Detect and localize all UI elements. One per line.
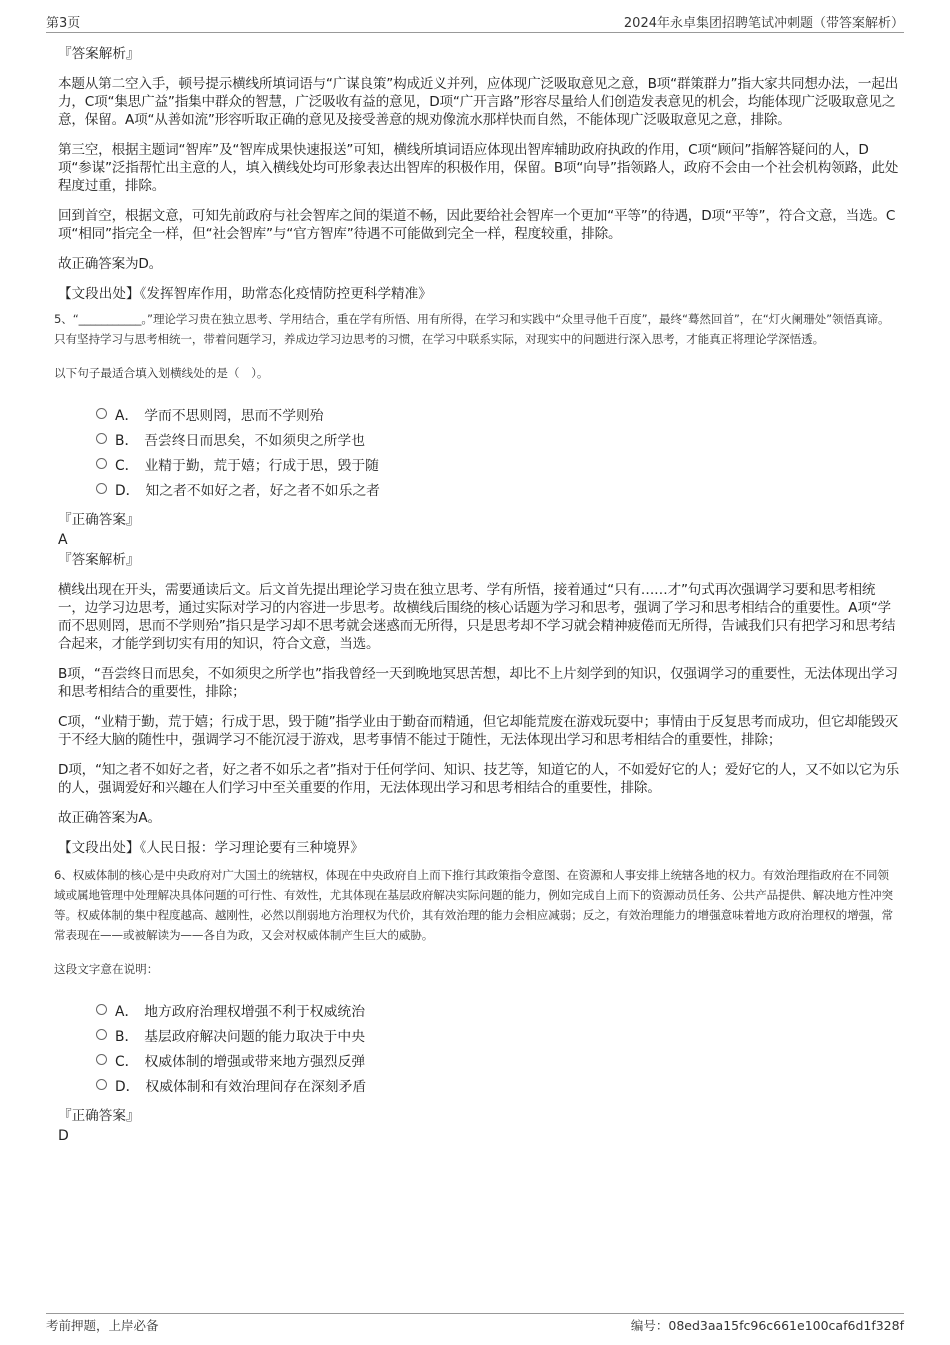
q6-option-d[interactable] xyxy=(96,1072,900,1097)
option-text: 权威体制和有效治理间存在深刻矛盾 xyxy=(145,1078,367,1095)
q4-source: 【文段出处】《发挥智库作用，助常态化疫情防控更科学精准》 xyxy=(58,286,432,302)
radio-icon[interactable] xyxy=(96,433,107,444)
q5-prompt: 以下句子最适合填入划横线处的是（ ）。 xyxy=(54,366,269,380)
header-divider xyxy=(46,32,904,33)
q6-prompt: 这段文字意在说明： xyxy=(54,962,159,976)
option-text: 吾尝终日而思矣，不如须臾之所学也 xyxy=(144,432,366,449)
option-key: B． xyxy=(115,432,139,449)
q5-options xyxy=(96,401,900,501)
q5-analysis-para: 横线出现在开头，需要通读后文。后文首先提出理论学习贵在独立思考、学有所悟，接着通过“只有……才”句式再次强调学习要和思考相统一，边学习边思考，通过实际对学习的内容进一步思考。故横线后围绕的核心话题为学习和思考，强调了学习和思考相结合的重要性。A项“学而不思则罔，思而不学则殆”指只是学习却不思考就会迷惑而无所得，只是思考却不学习就会精神疲倦而无所得，告诫我们只有把学习和思考结合起来，才能学到切实有用的知识，符合文意，当选。 xyxy=(58,582,896,652)
option-text: 业精于勤，荒于嬉；行成于思，毁于随 xyxy=(144,457,379,474)
option-key: A． xyxy=(115,407,139,424)
q5-analysis-para: D项，“知之者不如好之者，好之者不如乐之者”指对于任何学问、知识、技艺等，知道它的人，不如爱好它的人；爱好它的人，又不如以它为乐的人，强调爱好和兴趣在人们学习中至关重要的作用，无法体现出学习和思考相结合的重要性，排除。 xyxy=(58,762,899,796)
option-key: D． xyxy=(115,482,140,499)
q5-answer-label: 『正确答案』 xyxy=(58,512,140,528)
q6-answer: D xyxy=(58,1128,69,1144)
q5-option-c[interactable] xyxy=(96,451,900,476)
q5-conclusion: 故正确答案为A。 xyxy=(58,810,161,826)
option-key: C． xyxy=(115,1053,139,1070)
q6-option-b[interactable] xyxy=(96,1022,900,1047)
radio-icon[interactable] xyxy=(96,1029,107,1040)
option-key: C． xyxy=(115,457,139,474)
radio-icon[interactable] xyxy=(96,1004,107,1015)
q5-analysis-label: 『答案解析』 xyxy=(58,552,140,568)
option-text: 基层政府解决问题的能力取决于中央 xyxy=(144,1028,366,1045)
page-number: 第3页 xyxy=(46,16,81,31)
radio-icon[interactable] xyxy=(96,408,107,419)
q4-analysis-para: 本题从第二空入手，顿号提示横线所填词语与“广谋良策”构成近义并列，应体现广泛吸取意见之意，B项“群策群力”指大家共同想办法，一起出力，C项“集思广益”指集中群众的智慧，广泛吸收有益的意见，D项“广开言路”形容尽量给人们创造发表意见的机会，均能体现广泛吸取意见之意，保留。A项“从善如流”形容听取正确的意见及接受善意的规劝像流水那样快而自然，不能体现广泛吸取意见之意，排除。 xyxy=(58,76,899,128)
option-text: 权威体制的增强或带来地方强烈反弹 xyxy=(144,1053,366,1070)
option-key: D． xyxy=(115,1078,140,1095)
q5-option-d[interactable] xyxy=(96,476,900,501)
footer-divider xyxy=(46,1313,904,1314)
q6-stem: 6、权威体制的核心是中央政府对广大国土的统辖权，体现在中央政府自上而下推行其政策指令意图、在资源和人事安排上统辖各地的权力。有效治理指政府在不同领域或属地管理中处理解决具体问题的可行性、有效性，尤其体现在基层政府解决实际问题的能力，例如完成自上而下的资源动员任务、公共产品提供、解决地方性冲突等。权威体制的集中程度越高、越刚性，必然以削弱地方治理权为代价，其有效治理的能力会相应减弱；反之，有效治理能力的增强意味着地方政府治理权的增强，常常表现在——或被解读为——各自为政，又会对权威体制产生巨大的威胁。 xyxy=(54,868,894,942)
option-key: B． xyxy=(115,1028,139,1045)
q5-analysis-para: B项，“吾尝终日而思矣，不如须臾之所学也”指我曾经一天到晚地冥思苦想，却比不上片刻学到的知识，仅强调学习的重要性，无法体现出学习和思考相结合的重要性，排除； xyxy=(58,666,898,700)
q6-answer-label: 『正确答案』 xyxy=(58,1108,140,1124)
q4-analysis-label: 『答案解析』 xyxy=(58,46,140,62)
q4-analysis-para: 回到首空，根据文意，可知先前政府与社会智库之间的渠道不畅，因此要给社会智库一个更加“平等”的待遇，D项“平等”，符合文意，当选。C项“相同”指完全一样，但“社会智库”与“官方智库”待遇不可能做到完全一样，程度较重，排除。 xyxy=(58,208,896,242)
document-id: 编号：08ed3aa15fc96c661e100caf6d1f328f xyxy=(630,1318,904,1333)
option-text: 地方政府治理权增强不利于权威统治 xyxy=(144,1003,365,1020)
q5-answer: A xyxy=(58,532,68,548)
q5-option-a[interactable] xyxy=(96,401,900,426)
option-text: 学而不思则罔，思而不学则殆 xyxy=(144,407,324,424)
page-header xyxy=(46,12,904,32)
radio-icon[interactable] xyxy=(96,458,107,469)
q4-conclusion: 故正确答案为D。 xyxy=(58,256,163,272)
main-content xyxy=(54,45,900,1147)
radio-icon[interactable] xyxy=(96,483,107,494)
page-footer xyxy=(46,1316,904,1334)
q5-stem: 5、“___________。”理论学习贵在独立思考、学用结合，重在学有所悟、用有所得，在学习和实践中“众里寻他千百度”，最终“蓦然回首”，在“灯火阑珊处”领悟真谛。只有坚持学习与思考相统一，带着问题学习，养成边学习边思考的习惯，在学习中联系实际，对现实中的问题进行深入思考，才能真正将理论学深悟透。 xyxy=(54,312,890,346)
q6-option-c[interactable] xyxy=(96,1047,900,1072)
q6-options xyxy=(96,997,900,1097)
option-text: 知之者不如好之者，好之者不如乐之者 xyxy=(145,482,380,499)
q4-analysis-para: 第三空，根据主题词“智库”及“智库成果快速报送”可知，横线所填词语应体现出智库辅助政府执政的作用，C项“顾问”指解答疑问的人，D项“参谋”泛指帮忙出主意的人，填入横线处均可形象表达出智库的积极作用，保留。B项“向导”指领路人，政府不会由一个社会机构领路，此处程度过重，排除。 xyxy=(58,142,899,194)
q5-option-b[interactable] xyxy=(96,426,900,451)
q5-analysis-para: C项，“业精于勤，荒于嬉；行成于思，毁于随”指学业由于勤奋而精通，但它却能荒废在游戏玩耍中；事情由于反复思考而成功，但它却能毁灭于不经大脑的随性中，强调学习不能沉浸于游戏，思考事情不能过于随性，无法体现出学习和思考相结合的重要性，排除； xyxy=(58,714,898,748)
footer-slogan: 考前押题，上岸必备 xyxy=(46,1318,159,1333)
q6-option-a[interactable] xyxy=(96,997,900,1022)
q5-source: 【文段出处】《人民日报：学习理论要有三种境界》 xyxy=(58,840,364,856)
option-key: A． xyxy=(115,1003,139,1020)
radio-icon[interactable] xyxy=(96,1079,107,1090)
document-title: 2024年永卓集团招聘笔试冲刺题（带答案解析） xyxy=(623,16,904,31)
radio-icon[interactable] xyxy=(96,1054,107,1065)
